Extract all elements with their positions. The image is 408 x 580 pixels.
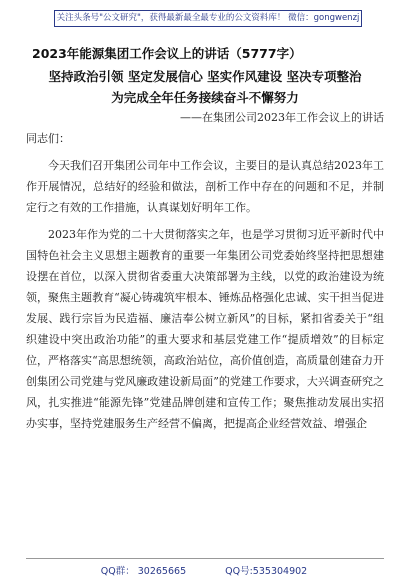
- document-title: 2023年能源集团工作会议上的讲话（5777字）: [32, 46, 302, 61]
- qq-group: QQ群： 30265665: [100, 566, 187, 577]
- footer-divider: [26, 558, 384, 559]
- document-headline-line1: 坚持政治引领 坚定发展信心 坚实作风建设 坚决专项整治: [48, 69, 362, 84]
- qq-number: QQ号:535304902: [225, 566, 308, 577]
- document-body: [26, 44, 384, 440]
- document-headline-line2: 为完成全年任务接续奋斗不懈努力: [111, 90, 299, 105]
- paragraph: 今天我们召开集团公司年中工作会议，主要目的是认真总结2023年工作开展情况，总结好的经验和做法，剖析工作中存在的问题和不足，并制定行之有效的工作措施，认真谋划好明年工作。: [26, 159, 384, 214]
- paragraph: 2023年作为党的二十大贯彻落实之年，也是学习贯彻习近平新时代中国特色社会主义思想主题教育的重要一年集团公司党委始终坚持把思想建设摆在首位，以深入贯彻省委重大决策部署为主线，以党的政治建设为统领，聚焦主题教育“凝心铸魂筑牢根本、锤炼品格强化忠诚、实干担当促进发展、践行宗旨为民造福、廉洁奉公树立新风”的目标，紧扣省委关于“组织建设中突出政治功能”的重大要求和基层党建工作“提质增效”的目标定位，严格落实“高思想统领，高政治站位，高价值创造，高质量创建奋力开创集团公司党建与党风廉政建设新局面”的党建工作要求，大兴调查研究之风，扎实推进“能源先锋”党建品牌创建和宣传工作；聚焦推动发展出实招办实事，坚持党建服务生产经营不偏离，把提高企业经营效益、增强企: [26, 228, 384, 430]
- footer-contact: [0, 563, 408, 577]
- top-banner: 关注头条号"公文研究"，获得最新最全最专业的公文资料库！ 微信：gongwenzj: [54, 10, 362, 27]
- document-subtitle: ——在集团公司2023年工作会议上的讲话: [180, 111, 384, 124]
- salutation: 同志们：: [26, 132, 70, 145]
